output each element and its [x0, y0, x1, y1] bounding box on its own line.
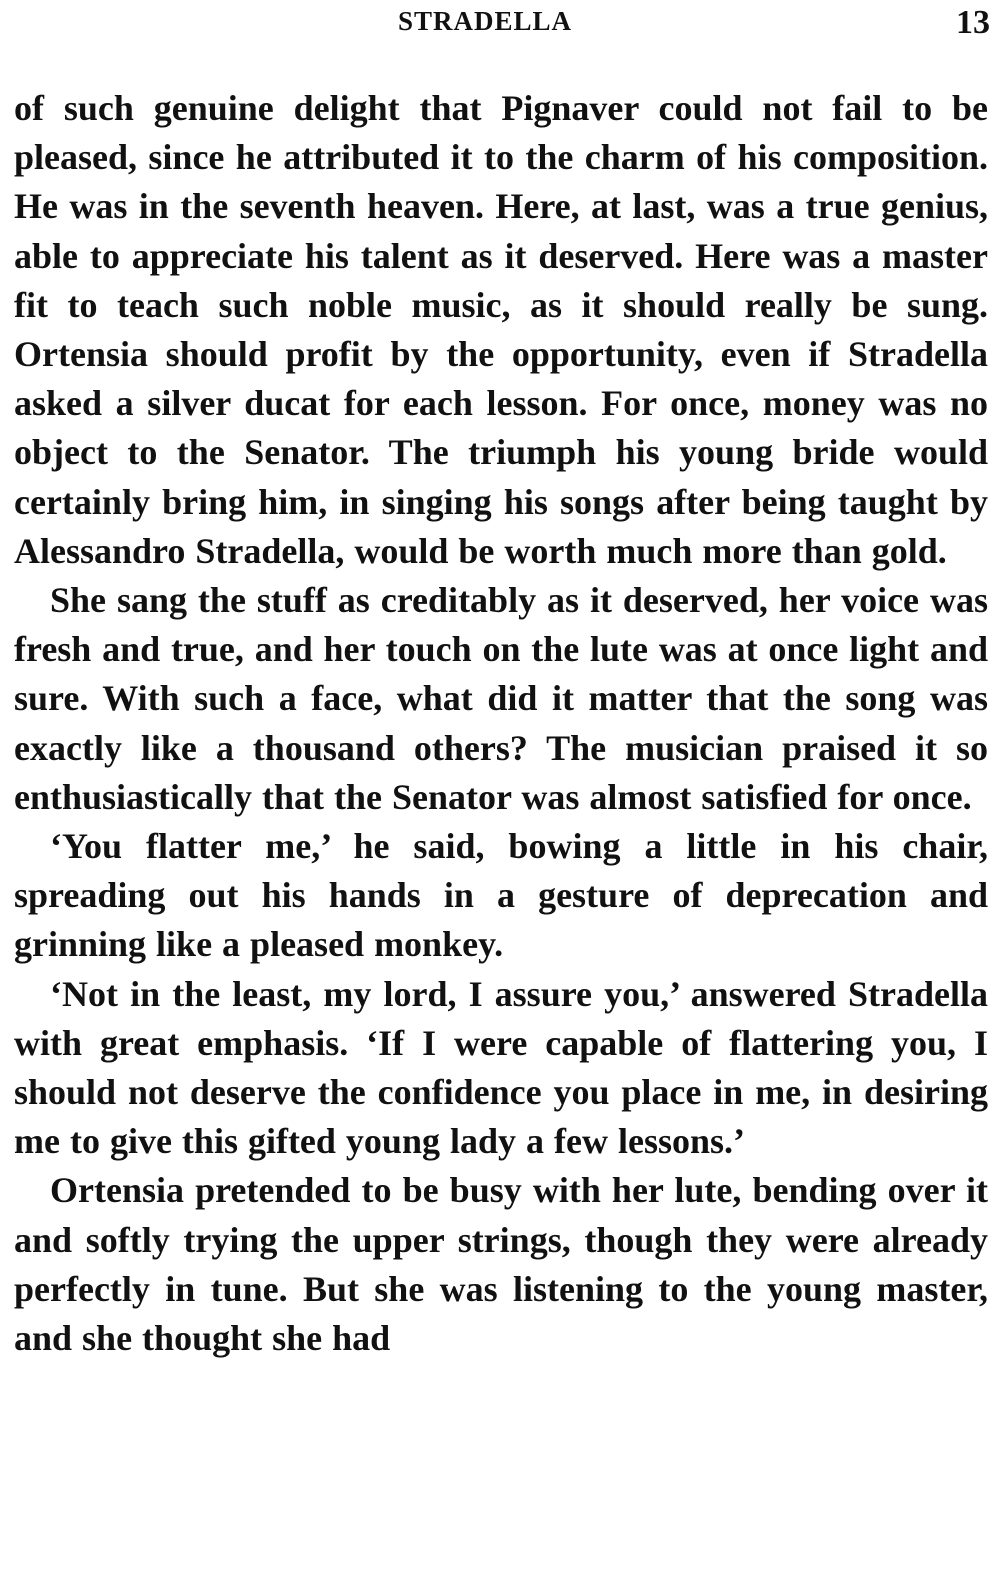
paragraph-3: ‘You flatter me,’ he said, bowing a little in his chair, spreading out his hands in a gesture of deprecation and grinning like a pleased monkey.: [14, 826, 988, 965]
body-text: [14, 84, 988, 1363]
paragraph-2: She sang the stuff as creditably as it deserved, her voice was fresh and true, and her touch on the lute was at once light and sure. With such a face, what did it matter that the song was exactly like a thousand others? The musician praised it so enthusiastically that the Senator was almost satisfied for once.: [14, 580, 988, 817]
paragraph-5: Ortensia pretended to be busy with her lute, bending over it and softly trying the upper strings, though they were already perfectly in tune. But she was listening to the young master, and she thought she had: [14, 1170, 988, 1359]
paragraph-1: of such genuine delight that Pignaver could not fail to be pleased, since he attributed it to the charm of his composition. He was in the seventh heaven. Here, at last, was a true genius, able to appreciate his talent as it deserved. Here was a master fit to teach such noble music, as it should really be sung. Ortensia should profit by the opportunity, even if Stradella asked a silver ducat for each lesson. For once, money was no object to the Senator. The triumph his young bride would certainly bring him, in singing his songs after being taught by Alessandro Stradella, would be worth much more than gold.: [14, 88, 988, 571]
paragraph-4: ‘Not in the least, my lord, I assure you,’ answered Stradella with great emphasis. ‘If I were capable of flattering you, I should not deserve the confidence you place in me, in desiring me to give this gifted young lady a few lessons.’: [14, 973, 988, 1162]
running-head: STRADELLA: [398, 6, 573, 36]
page-number: 13: [956, 4, 990, 41]
page-header: [0, 6, 1000, 42]
